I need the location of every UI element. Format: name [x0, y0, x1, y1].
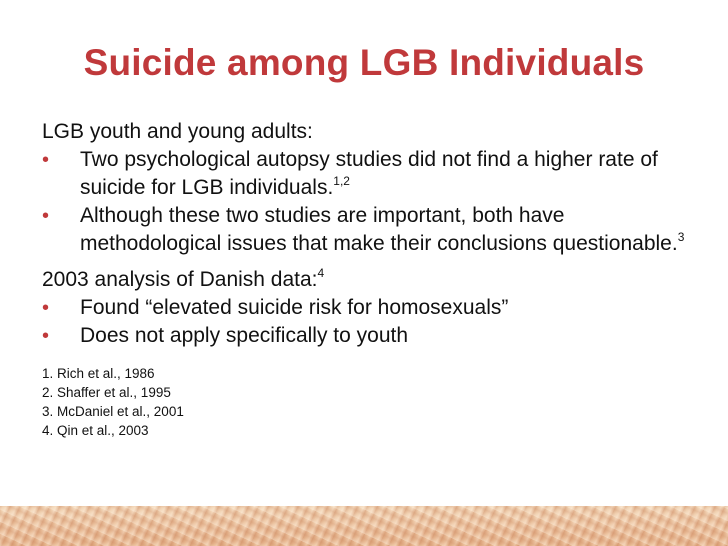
- reference-item: 4. Qin et al., 2003: [42, 423, 149, 438]
- citation-superscript: 1,2: [333, 174, 350, 188]
- bullet-text: Although these two studies are important, both have methodological issues that make their conclusions questionable.: [80, 204, 678, 255]
- section-heading-lgb-youth: LGB youth and young adults:: [42, 120, 313, 143]
- bullet-icon: •: [42, 325, 50, 347]
- bullet-item: [42, 294, 702, 322]
- bullet-text: Does not apply specifically to youth: [80, 324, 409, 347]
- section-heading-text: 2003 analysis of Danish data:: [42, 268, 318, 291]
- bullet-text: Found “elevated suicide risk for homosexuals”: [80, 296, 509, 319]
- bullet-icon: •: [42, 297, 50, 319]
- bullet-item: [42, 146, 702, 202]
- citation-superscript: 3: [677, 230, 685, 244]
- bullet-item: [42, 202, 702, 258]
- decorative-texture-band: [0, 506, 728, 546]
- bullet-item: [42, 322, 702, 350]
- reference-item: 1. Rich et al., 1986: [42, 366, 155, 381]
- slide-title: Suicide among LGB Individuals: [83, 42, 645, 83]
- reference-item: 2. Shaffer et al., 1995: [42, 385, 171, 400]
- bullet-icon: •: [42, 149, 50, 171]
- section-heading-danish-data: [42, 266, 702, 294]
- citation-superscript: 4: [317, 266, 325, 280]
- bullet-icon: •: [42, 205, 50, 227]
- reference-item: 3. McDaniel et al., 2001: [42, 404, 184, 419]
- references-list: [42, 364, 702, 440]
- slide-body: [42, 118, 702, 440]
- bullet-text: Two psychological autopsy studies did not find a higher rate of suicide for LGB individuals.: [80, 148, 658, 199]
